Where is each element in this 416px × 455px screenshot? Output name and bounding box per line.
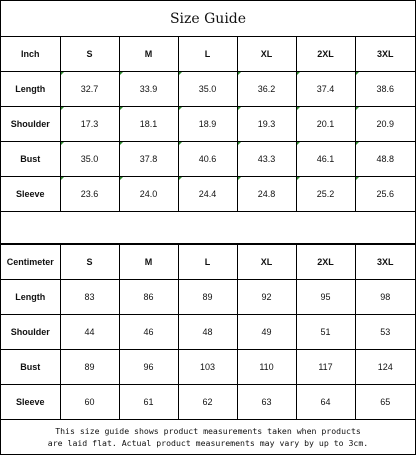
measurement-value: 37.4 — [296, 72, 355, 107]
measurement-value: 24.0 — [119, 177, 178, 212]
measurement-value: 48.8 — [355, 142, 415, 177]
size-header: 2XL — [296, 37, 355, 72]
measurement-value: 19.3 — [237, 107, 296, 142]
measurement-value: 48 — [178, 315, 237, 350]
measurement-value: 53 — [355, 315, 415, 350]
measurement-value: 124 — [355, 350, 415, 385]
measurement-value: 24.8 — [237, 177, 296, 212]
table-row — [1, 385, 415, 420]
measurement-value: 117 — [296, 350, 355, 385]
measurement-value: 89 — [60, 350, 119, 385]
measurement-label: Bust — [1, 350, 60, 385]
measurement-value: 20.1 — [296, 107, 355, 142]
note-line-1: This size guide shows product measurements taken when products — [55, 426, 361, 436]
measurement-value: 51 — [296, 315, 355, 350]
measurement-value: 83 — [60, 280, 119, 315]
measurement-label: Sleeve — [1, 385, 60, 420]
measurement-value: 110 — [237, 350, 296, 385]
measurement-value: 63 — [237, 385, 296, 420]
size-header: L — [178, 37, 237, 72]
measurement-value: 40.6 — [178, 142, 237, 177]
measurement-value: 43.3 — [237, 142, 296, 177]
measurement-value: 92 — [237, 280, 296, 315]
table-divider — [1, 210, 415, 244]
inch-size-table — [1, 36, 415, 212]
measurement-value: 62 — [178, 385, 237, 420]
measurement-value: 64 — [296, 385, 355, 420]
measurement-value: 103 — [178, 350, 237, 385]
header-row — [1, 245, 415, 280]
table-row — [1, 177, 415, 212]
measurement-value: 96 — [119, 350, 178, 385]
size-header: L — [178, 245, 237, 280]
unit-label: Inch — [1, 37, 60, 72]
measurement-value: 89 — [178, 280, 237, 315]
measurement-value: 23.6 — [60, 177, 119, 212]
size-header: M — [119, 37, 178, 72]
measurement-value: 33.9 — [119, 72, 178, 107]
size-header: XL — [237, 245, 296, 280]
measurement-label: Shoulder — [1, 107, 60, 142]
measurement-label: Sleeve — [1, 177, 60, 212]
measurement-value: 46.1 — [296, 142, 355, 177]
measurement-value: 98 — [355, 280, 415, 315]
measurement-value: 17.3 — [60, 107, 119, 142]
header-row — [1, 37, 415, 72]
measurement-value: 49 — [237, 315, 296, 350]
size-header: XL — [237, 37, 296, 72]
measurement-value: 60 — [60, 385, 119, 420]
measurement-value: 37.8 — [119, 142, 178, 177]
measurement-value: 18.9 — [178, 107, 237, 142]
measurement-value: 86 — [119, 280, 178, 315]
table-row — [1, 315, 415, 350]
table-row — [1, 107, 415, 142]
measurement-label: Shoulder — [1, 315, 60, 350]
measurement-value: 25.6 — [355, 177, 415, 212]
page-title: Size Guide — [1, 1, 415, 37]
measurement-value: 61 — [119, 385, 178, 420]
size-header: 3XL — [355, 245, 415, 280]
measurement-note — [1, 420, 415, 454]
measurement-value: 65 — [355, 385, 415, 420]
size-header: M — [119, 245, 178, 280]
measurement-label: Length — [1, 72, 60, 107]
table-row — [1, 142, 415, 177]
measurement-value: 35.0 — [60, 142, 119, 177]
size-header: 2XL — [296, 245, 355, 280]
size-header: S — [60, 37, 119, 72]
size-header: 3XL — [355, 37, 415, 72]
measurement-value: 32.7 — [60, 72, 119, 107]
measurement-value: 20.9 — [355, 107, 415, 142]
measurement-value: 46 — [119, 315, 178, 350]
unit-label: Centimeter — [1, 245, 60, 280]
measurement-value: 38.6 — [355, 72, 415, 107]
table-row — [1, 280, 415, 315]
measurement-label: Bust — [1, 142, 60, 177]
measurement-value: 24.4 — [178, 177, 237, 212]
size-header: S — [60, 245, 119, 280]
centimeter-size-table — [1, 244, 415, 420]
note-line-2: are laid flat. Actual product measurements may vary by up to 3cm. — [47, 438, 369, 448]
measurement-value: 36.2 — [237, 72, 296, 107]
table-row — [1, 350, 415, 385]
measurement-value: 35.0 — [178, 72, 237, 107]
measurement-value: 25.2 — [296, 177, 355, 212]
measurement-value: 44 — [60, 315, 119, 350]
measurement-value: 18.1 — [119, 107, 178, 142]
measurement-value: 95 — [296, 280, 355, 315]
table-row — [1, 72, 415, 107]
measurement-label: Length — [1, 280, 60, 315]
